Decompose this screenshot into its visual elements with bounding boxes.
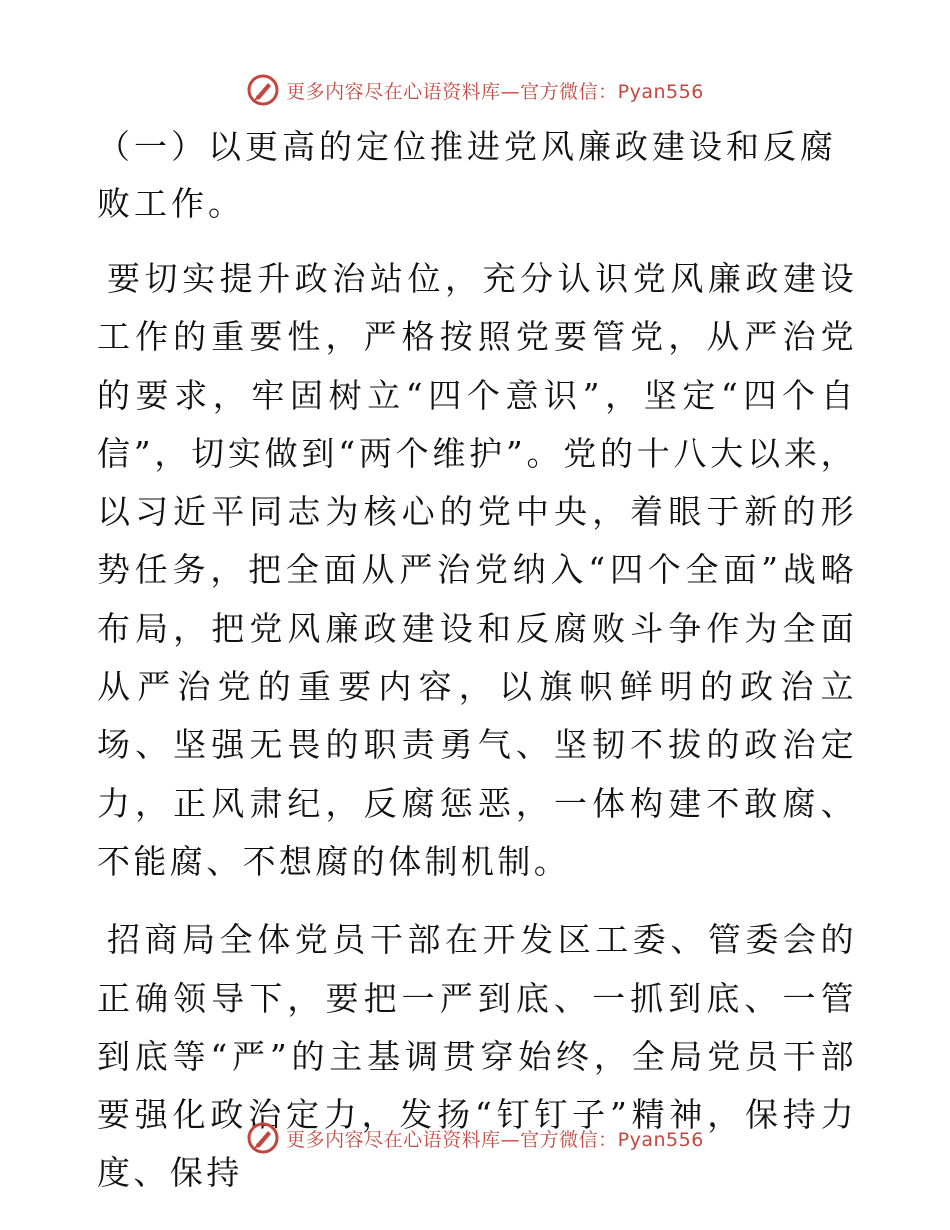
watermark-text: 更多内容尽在心语资料库—官方微信：Pyan556 (286, 80, 704, 103)
paragraph: 招商局全体党员干部在开发区工委、管委会的正确领导下，要把一严到底、一抓到底、一管到底等“严”的主基调贯穿始终，全局党员干部要强化政治定力，发扬“钉钉子”精神，保持力度、保持 (97, 920, 857, 1193)
footer-watermark (0, 1118, 950, 1158)
document-body (97, 118, 857, 1223)
paragraph: 要切实提升政治站位，充分认识党风廉政建设工作的重要性，严格按照党要管党，从严治党的要求，牢固树立“四个意识”，坚定“四个自信”，切实做到“两个维护”。党的十八大以来，以习近平同志为核心的党中央，着眼于新的形势任务，把全面从严治党纳入“四个全面”战略布局，把党风廉政建设和反腐败斗争作为全面从严治党的重要内容，以旗帜鲜明的政治立场、坚强无畏的职责勇气、坚韧不拔的政治定力，正风肃纪，反腐惩恶，一体构建不敢腐、不能腐、不想腐的体制机制。 (97, 259, 857, 881)
pen-seal-icon (246, 73, 280, 107)
watermark-text: 更多内容尽在心语资料库—官方微信：Pyan556 (286, 1128, 704, 1151)
section-heading: （一）以更高的定位推进党风廉政建设和反腐败工作。 (97, 127, 837, 223)
pen-seal-icon (246, 1121, 280, 1155)
header-watermark (0, 70, 950, 110)
